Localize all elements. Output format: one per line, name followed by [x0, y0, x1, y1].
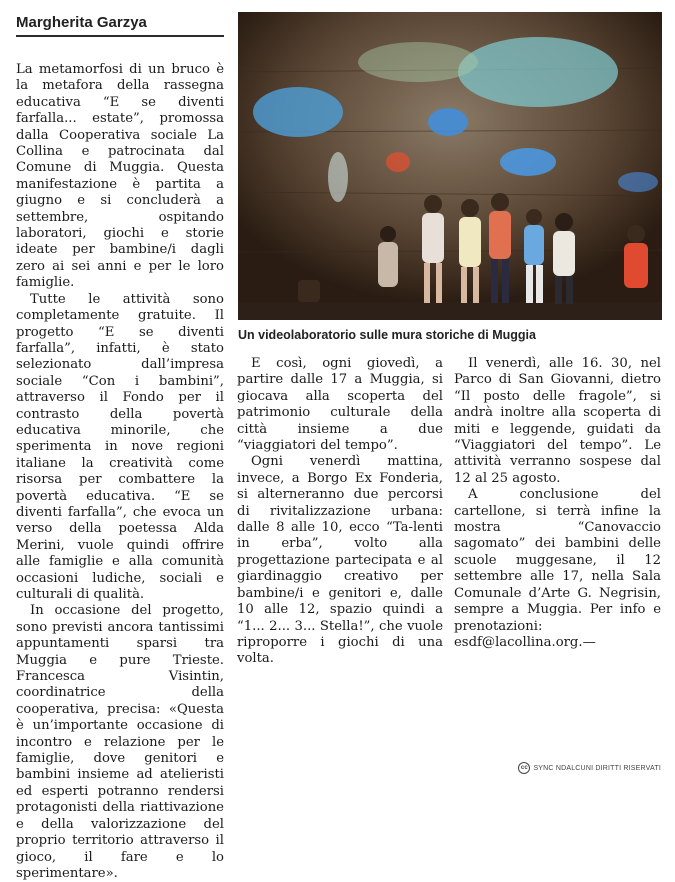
article-paragraph: Il venerdì, alle 16. 30, nel Parco di San Giovanni, dietro “Il posto delle fragole”, si andrà inoltre alla scoperta di miti e leggende, guidati da “Viaggiatori del tempo”. Le attività verranno sospese dal 12 al 25 agosto.: [454, 356, 661, 486]
image-caption: Un videolaboratorio sulle mura storiche di Muggia: [238, 328, 536, 342]
article-column-3: [454, 356, 661, 756]
article-photo: [238, 12, 662, 320]
article-paragraph: E così, ogni giovedì, a partire dalle 17 a Muggia, si giocava alla scoperta del patrimonio culturale della città insieme a due “viaggiatori del tempo”.: [237, 356, 443, 454]
projection-wall-illustration: [238, 12, 662, 320]
byline: Margherita Garzya: [16, 14, 224, 37]
article-paragraph: In occasione del progetto, sono previsti ancora tantissimi appuntamenti sparsi tra Muggia e pure Trieste. Francesca Visintin, coordinatrice della cooperativa, precisa: «Questa è un’importante occasione di incontro e relazione per le famiglie, dove genitori e bambini insieme ad atelieristi ed esperti potranno rendersi protagonisti della riattivazione e della valorizzazione del proprio territorio attraverso il gioco, il fare e lo sperimentare».: [16, 603, 224, 881]
rights-notice: SYNC NDALCUNI DIRITTI RISERVATI: [533, 764, 661, 772]
article-paragraph: A conclusione del cartellone, si terrà infine la mostra “Canovaccio sagomato” dei bambini delle scuole muggesane, il 12 settembre alle 17, nella Sala Comunale d’Arte G. Negrisin, sempre a Muggia. Per info e prenotazioni: esdf@lacollina.org.—: [454, 487, 661, 650]
rights-footer: [518, 762, 661, 774]
article-paragraph: Tutte le attività sono completamente gratuite. Il progetto “E se diventi farfalla”, infatti, è stato selezionato dall’impresa sociale “Con i bambini”, attraverso il Fondo per il contrasto della povertà educativa minorile, che sperimenta in nove regioni italiane la creatività come risorsa per combattere la povertà educativa. “E se diventi farfalla”, che evoca un verso della poetessa Alda Merini, vuole quindi offrire alle famiglie e alla comunità occasioni ludiche, sociali e culturali di qualità.: [16, 291, 224, 602]
cc-icon: cc: [518, 762, 530, 774]
article-paragraph: Ogni venerdì mattina, invece, a Borgo Ex Fonderia, si alterneranno due percorsi di rivitalizzazione urbana: dalle 8 alle 10, ecco “Ta-lenti in erba”, volto alla progettazione partecipata e al giardinaggio creativo per bambine/i e genitori e, dalle 10 alle 12, spazio quindi a “1... 2... 3... Stella!”, che vuole riproporre i giochi di una volta.: [237, 454, 443, 667]
article-column-1: [16, 62, 224, 881]
article-paragraph: La metamorfosi di un bruco è la metafora della rassegna educativa “E se diventi farfalla... estate”, promossa dalla Cooperativa sociale La Collina e patrocinata dal Comune di Muggia. Questa manifestazione è partita a giugno e si concluderà a settembre, ospitando laboratori, giochi e storie ideate per bambine/i dagli zero ai sei anni e per le loro famiglie.: [16, 62, 224, 291]
article-column-2: [237, 356, 443, 756]
